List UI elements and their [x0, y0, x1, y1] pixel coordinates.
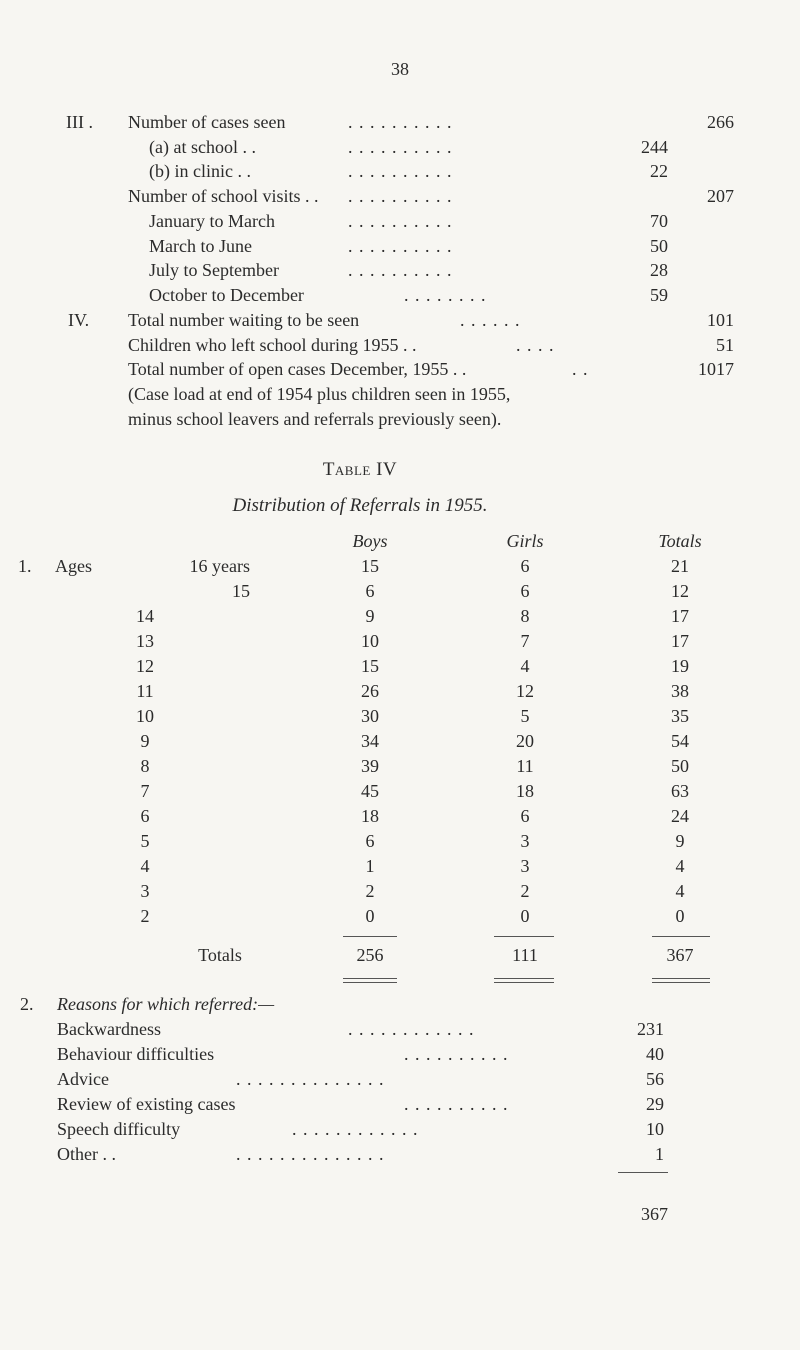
quarter-dots: . . . . . . . . . .: [348, 260, 453, 280]
total-cell: 4: [675, 856, 685, 876]
quarter-value: 50: [650, 236, 668, 256]
column-header-boys: Boys: [352, 531, 388, 551]
total-cell: 35: [671, 706, 689, 726]
boys-cell: 2: [365, 881, 375, 901]
girls-cell: 7: [520, 631, 530, 651]
boys-cell: 39: [361, 756, 379, 776]
waiting-dots: . . . . . .: [460, 310, 521, 330]
total-cell: 21: [671, 556, 689, 576]
age-cell: 6: [140, 806, 150, 826]
total-cell: 9: [675, 831, 685, 851]
age-cell: 15: [232, 581, 250, 601]
total-cell: 17: [671, 606, 689, 626]
boys-cell: 15: [361, 556, 379, 576]
quarter-value: 28: [650, 260, 668, 280]
reason-value: 56: [646, 1069, 664, 1089]
open-cases-label: Total number of open cases December, 1955 . .: [128, 359, 467, 379]
reason-dots: . . . . . . . . . . . .: [348, 1019, 475, 1039]
reason-dots: . . . . . . . . . .: [404, 1044, 509, 1064]
reason-value: 1: [655, 1144, 664, 1164]
reasons-rule: [618, 1172, 668, 1173]
girls-cell: 5: [520, 706, 530, 726]
reason-dots: . . . . . . . . . . . .: [292, 1119, 419, 1139]
boys-cell: 6: [365, 831, 375, 851]
age-cell: 2: [140, 906, 150, 926]
at-school-label: (a) at school . .: [149, 137, 256, 157]
open-cases-dots: . .: [572, 359, 589, 379]
girls-cell: 12: [516, 681, 534, 701]
reason-dots: . . . . . . . . . . . . . .: [236, 1144, 385, 1164]
total-cell: 24: [671, 806, 689, 826]
total-cell: 0: [675, 906, 685, 926]
girls-cell: 18: [516, 781, 534, 801]
item-number: 1.: [18, 556, 32, 576]
section-iii-numeral: III .: [66, 112, 93, 132]
item-number: 2.: [20, 994, 34, 1014]
totals-label: Totals: [198, 945, 242, 965]
total-cell: 19: [671, 656, 689, 676]
reason-label: Behaviour difficulties: [57, 1044, 215, 1064]
table-heading: Table IV: [322, 459, 398, 480]
in-clinic-label: (b) in clinic . .: [149, 161, 251, 181]
page-number: 38: [391, 59, 409, 79]
reason-label: Backwardness: [57, 1019, 161, 1039]
left-school-value: 51: [716, 335, 734, 355]
girls-cell: 3: [520, 856, 530, 876]
girls-cell: 3: [520, 831, 530, 851]
boys-cell: 1: [365, 856, 375, 876]
age-cell: 13: [136, 631, 154, 651]
boys-cell: 10: [361, 631, 379, 651]
reason-value: 40: [646, 1044, 664, 1064]
quarter-value: 59: [650, 285, 668, 305]
column-rule: [494, 936, 554, 937]
at-school-dots: . . . . . . . . . .: [348, 137, 453, 157]
total-cell: 17: [671, 631, 689, 651]
double-rule: [494, 978, 554, 979]
quarter-label: March to June: [149, 236, 252, 256]
quarter-dots: . . . . . . . . . .: [348, 211, 453, 231]
school-visits-label: Number of school visits . .: [128, 186, 319, 206]
total-cell: 50: [671, 756, 689, 776]
in-clinic-value: 22: [650, 161, 668, 181]
double-rule: [494, 982, 554, 983]
left-school-label: Children who left school during 1955 . .: [128, 335, 417, 355]
boys-cell: 9: [365, 606, 375, 626]
column-header-totals: Totals: [658, 531, 702, 551]
waiting-label: Total number waiting to be seen: [128, 310, 360, 330]
reason-label: Advice: [57, 1069, 109, 1089]
age-cell: 16 years: [189, 556, 250, 576]
double-rule: [652, 982, 710, 983]
column-header-girls: Girls: [506, 531, 544, 551]
totals-all: 367: [666, 945, 694, 965]
reason-label: Speech difficulty: [57, 1119, 181, 1139]
quarter-value: 70: [650, 211, 668, 231]
waiting-value: 101: [707, 310, 734, 330]
boys-cell: 34: [361, 731, 379, 751]
case-load-note: (Case load at end of 1954 plus children seen in 1955,: [128, 384, 511, 404]
table-subtitle: Distribution of Referrals in 1955.: [232, 495, 488, 516]
quarter-dots: . . . . . . . .: [404, 285, 487, 305]
cases-seen-dots: . . . . . . . . . .: [348, 112, 453, 132]
age-cell: 11: [136, 681, 154, 701]
total-cell: 38: [671, 681, 689, 701]
double-rule: [652, 978, 710, 979]
reason-label: Review of existing cases: [57, 1094, 236, 1114]
boys-cell: 45: [361, 781, 379, 801]
open-cases-value: 1017: [698, 359, 734, 379]
boys-cell: 0: [365, 906, 375, 926]
age-cell: 7: [140, 781, 150, 801]
quarter-label: July to September: [149, 260, 279, 280]
reason-dots: . . . . . . . . . . . . . .: [236, 1069, 385, 1089]
girls-cell: 6: [520, 556, 530, 576]
reason-label: Other . .: [57, 1144, 116, 1164]
total-cell: 4: [675, 881, 685, 901]
reason-value: 10: [646, 1119, 664, 1139]
ages-label: Ages: [55, 556, 92, 576]
reasons-total: 367: [641, 1204, 668, 1224]
girls-cell: 6: [520, 806, 530, 826]
age-cell: 10: [136, 706, 154, 726]
girls-cell: 8: [520, 606, 530, 626]
quarter-label: October to December: [149, 285, 304, 305]
boys-cell: 18: [361, 806, 379, 826]
double-rule: [343, 978, 397, 979]
school-visits-total: 207: [707, 186, 734, 206]
girls-cell: 2: [520, 881, 530, 901]
boys-cell: 15: [361, 656, 379, 676]
totals-girls: 111: [512, 945, 538, 965]
reasons-heading: Reasons for which referred:—: [57, 994, 275, 1014]
girls-cell: 4: [520, 656, 530, 676]
column-rule: [652, 936, 710, 937]
total-cell: 54: [671, 731, 689, 751]
at-school-value: 244: [641, 137, 668, 157]
boys-cell: 30: [361, 706, 379, 726]
reason-value: 231: [637, 1019, 664, 1039]
girls-cell: 11: [516, 756, 534, 776]
quarter-dots: . . . . . . . . . .: [348, 236, 453, 256]
girls-cell: 20: [516, 731, 534, 751]
age-cell: 9: [140, 731, 150, 751]
girls-cell: 6: [520, 581, 530, 601]
total-cell: 12: [671, 581, 689, 601]
double-rule: [343, 982, 397, 983]
age-cell: 14: [136, 606, 154, 626]
totals-boys: 256: [356, 945, 384, 965]
age-cell: 4: [140, 856, 150, 876]
age-cell: 3: [140, 881, 150, 901]
cases-seen-total: 266: [707, 112, 734, 132]
school-visits-dots: . . . . . . . . . .: [348, 186, 453, 206]
age-cell: 5: [140, 831, 150, 851]
in-clinic-dots: . . . . . . . . . .: [348, 161, 453, 181]
quarter-label: January to March: [149, 211, 275, 231]
cases-seen-label: Number of cases seen: [128, 112, 286, 132]
age-cell: 8: [140, 756, 150, 776]
boys-cell: 26: [361, 681, 379, 701]
boys-cell: 6: [365, 581, 375, 601]
reason-value: 29: [646, 1094, 664, 1114]
column-rule: [343, 936, 397, 937]
girls-cell: 0: [520, 906, 530, 926]
reason-dots: . . . . . . . . . .: [404, 1094, 509, 1114]
age-cell: 12: [136, 656, 154, 676]
total-cell: 63: [671, 781, 689, 801]
left-school-dots: . . . .: [516, 335, 555, 355]
case-load-note: minus school leavers and referrals previously seen).: [128, 409, 502, 429]
section-iv-numeral: IV.: [68, 310, 90, 330]
